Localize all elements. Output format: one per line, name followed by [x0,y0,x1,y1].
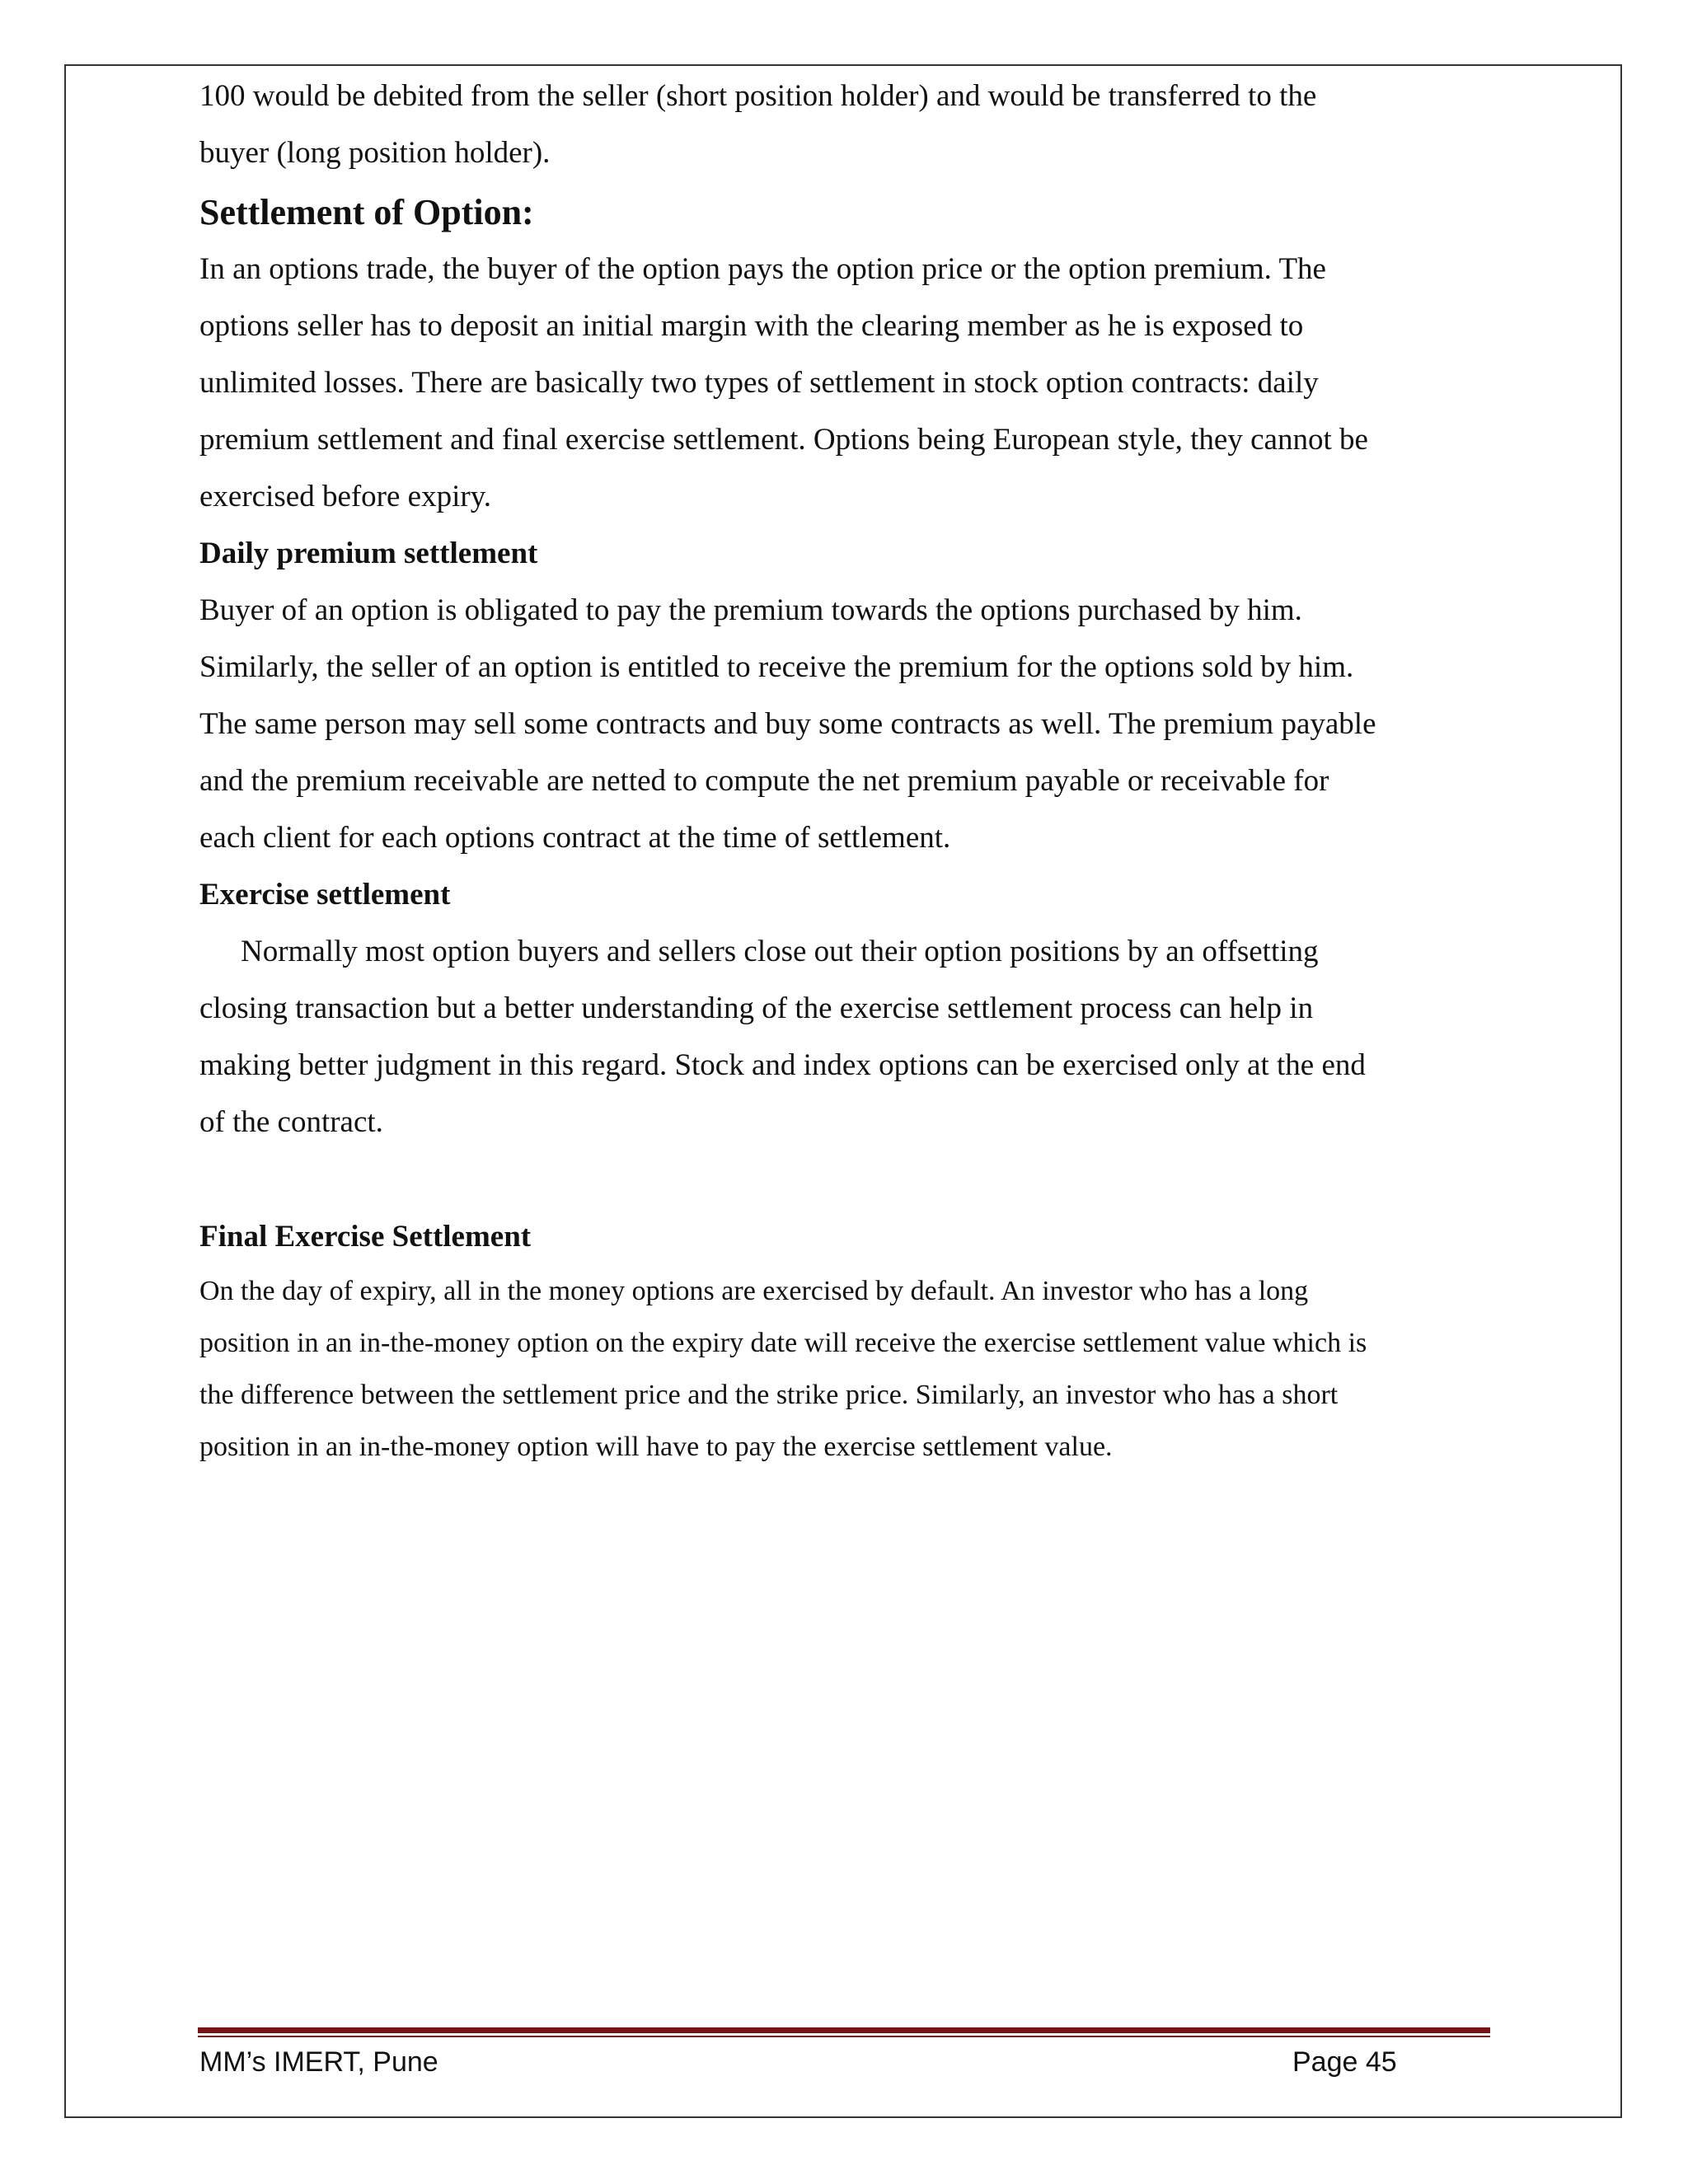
paragraph-line: premium settlement and final exercise settlement. Options being European style, they cannot be [199,423,1368,457]
intro-line: 100 would be debited from the seller (short position holder) and would be transferred to the [199,79,1317,113]
paragraph-line: Normally most option buyers and sellers close out their option positions by an offsetting [241,935,1319,968]
final-exercise-paragraph [199,1265,1502,1473]
exercise-paragraph [199,923,1502,1151]
paragraph-line: Similarly, the seller of an option is entitled to receive the premium for the options sold by him. [199,650,1354,684]
paragraph-line: each client for each options contract at the time of settlement. [199,821,951,855]
paragraph-line: position in an in-the-money option will have to pay the exercise settlement value. [199,1432,1113,1462]
daily-premium-paragraph [199,582,1502,866]
paragraph-line: unlimited losses. There are basically two types of settlement in stock option contracts: daily [199,366,1319,400]
paragraph-line: exercised before expiry. [199,480,492,513]
heading-settlement-of-option: Settlement of Option: [199,192,534,232]
paragraph-line: making better judgment in this regard. Stock and index options can be exercised only at the end [199,1048,1366,1082]
heading-exercise-settlement: Exercise settlement [199,878,451,912]
paragraph-line: The same person may sell some contracts and buy some contracts as well. The premium payable [199,707,1376,741]
heading-final-exercise-settlement: Final Exercise Settlement [199,1220,532,1254]
settlement-paragraph [199,241,1502,525]
page-content [199,68,1502,1473]
paragraph-line: In an options trade, the buyer of the option pays the option price or the option premium. The [199,252,1326,286]
paragraph-line: the difference between the settlement price and the strike price. Similarly, an investor who has a short [199,1380,1339,1410]
paragraph-line: options seller has to deposit an initial margin with the clearing member as he is exposed to [199,309,1304,343]
footer-rule-thin [198,2036,1490,2037]
paragraph-line: and the premium receivable are netted to compute the net premium payable or receivable for [199,764,1329,798]
footer-page-number: Page 45 [1292,2046,1397,2078]
paragraph-line: closing transaction but a better understanding of the exercise settlement process can help in [199,991,1314,1025]
paragraph-line: position in an in-the-money option on the expiry date will receive the exercise settlement value which is [199,1328,1367,1358]
intro-line: buyer (long position holder). [199,136,551,170]
paragraph-line: Buyer of an option is obligated to pay the premium towards the options purchased by him. [199,593,1302,627]
paragraph-line: On the day of expiry, all in the money options are exercised by default. An investor who has a long [199,1276,1309,1306]
paragraph-line: of the contract. [199,1105,383,1139]
footer-rule [198,2027,1490,2033]
heading-daily-premium-settlement: Daily premium settlement [199,537,538,570]
footer-institute: MM’s IMERT, Pune [199,2046,438,2078]
spacer [199,1151,1502,1208]
